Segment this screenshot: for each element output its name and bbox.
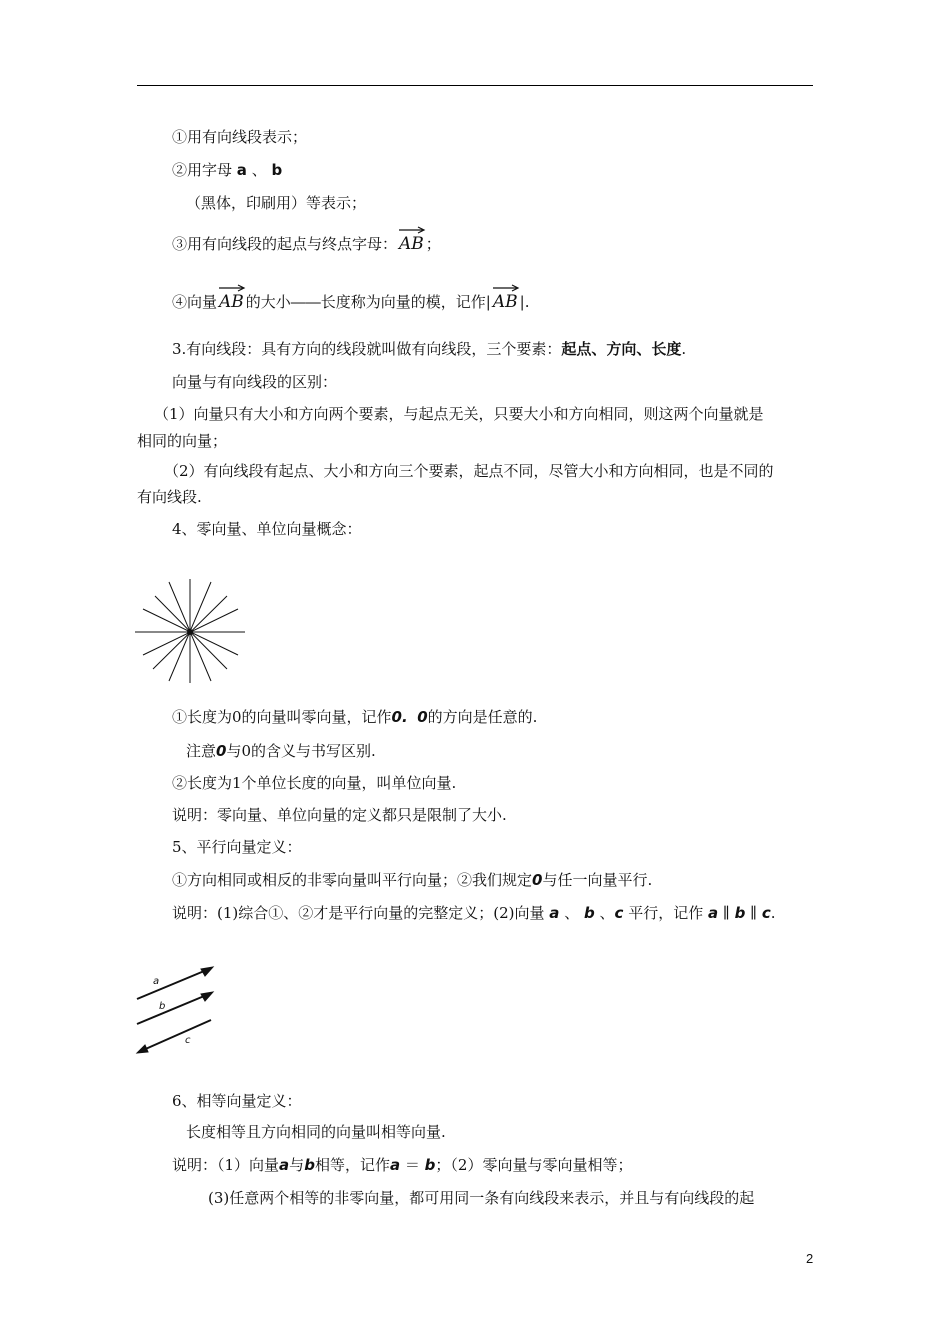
text-line: ①方向相同或相反的非零向量叫平行向量；②我们规定0与任一向量平行. (172, 871, 653, 889)
text-line: ③用有向线段的起点与终点字母： AB ； (172, 230, 441, 254)
vector-ab: AB (399, 230, 424, 254)
text-line: 向量与有向线段的区别： (172, 373, 338, 391)
vector-label-b: b (159, 1001, 166, 1012)
text-line: （2）有向线段有起点、大小和方向三个要素，起点不同，尽管大小和方向相同，也是不同的 (164, 462, 774, 480)
text-line: ②用字母 a 、 b (172, 161, 283, 179)
zero-vector-star-figure (135, 579, 245, 683)
text-line: 4、零向量、单位向量概念： (172, 520, 362, 538)
text-line: 有向线段. (137, 488, 202, 506)
text-line: (3)任意两个相等的非零向量，都可用同一条有向线段来表示，并且与有向线段的起 (208, 1189, 755, 1207)
text-line: ①用有向线段表示； (172, 128, 308, 146)
text-line: 3.有向线段：具有方向的线段就叫做有向线段，三个要素：起点、方向、长度. (172, 340, 687, 358)
text-line: 相同的向量； (137, 432, 228, 450)
text-line: 说明：(1)综合①、②才是平行向量的完整定义；(2)向量 a 、 b 、c 平行，记作 a ∥ b ∥ c. (172, 904, 776, 922)
vector-ab: AB (219, 288, 244, 312)
text-line: 长度相等且方向相同的向量叫相等向量. (186, 1123, 446, 1141)
text-line: （1）向量只有大小和方向两个要素，与起点无关，只要大小和方向相同，则这两个向量就是 (154, 405, 764, 423)
text-line: 6、相等向量定义： (172, 1092, 302, 1110)
text-line: （黑体，印刷用）等表示； (186, 194, 367, 212)
vector-label-c: c (185, 1035, 191, 1046)
text-line: 说明：零向量、单位向量的定义都只是限制了大小. (172, 806, 507, 824)
text-line: ④向量 AB 的大小――长度称为向量的模，记作| AB |. (172, 288, 529, 312)
text-line: ①长度为0的向量叫零向量，记作0. 0的方向是任意的. (172, 708, 538, 726)
parallel-vectors-figure (135, 963, 217, 1057)
text-line: 注意0与0的含义与书写区别. (186, 742, 376, 760)
text-line: 5、平行向量定义： (172, 838, 302, 856)
page-number: 2 (806, 1251, 814, 1266)
vector-ab: AB (493, 288, 518, 312)
header-rule (137, 85, 813, 86)
text-line: 说明：（1）向量a与b相等，记作a ＝ b；（2）零向量与零向量相等； (172, 1156, 633, 1174)
text-line: ②长度为1个单位长度的向量，叫单位向量. (172, 774, 457, 792)
vector-label-a: a (153, 976, 160, 987)
